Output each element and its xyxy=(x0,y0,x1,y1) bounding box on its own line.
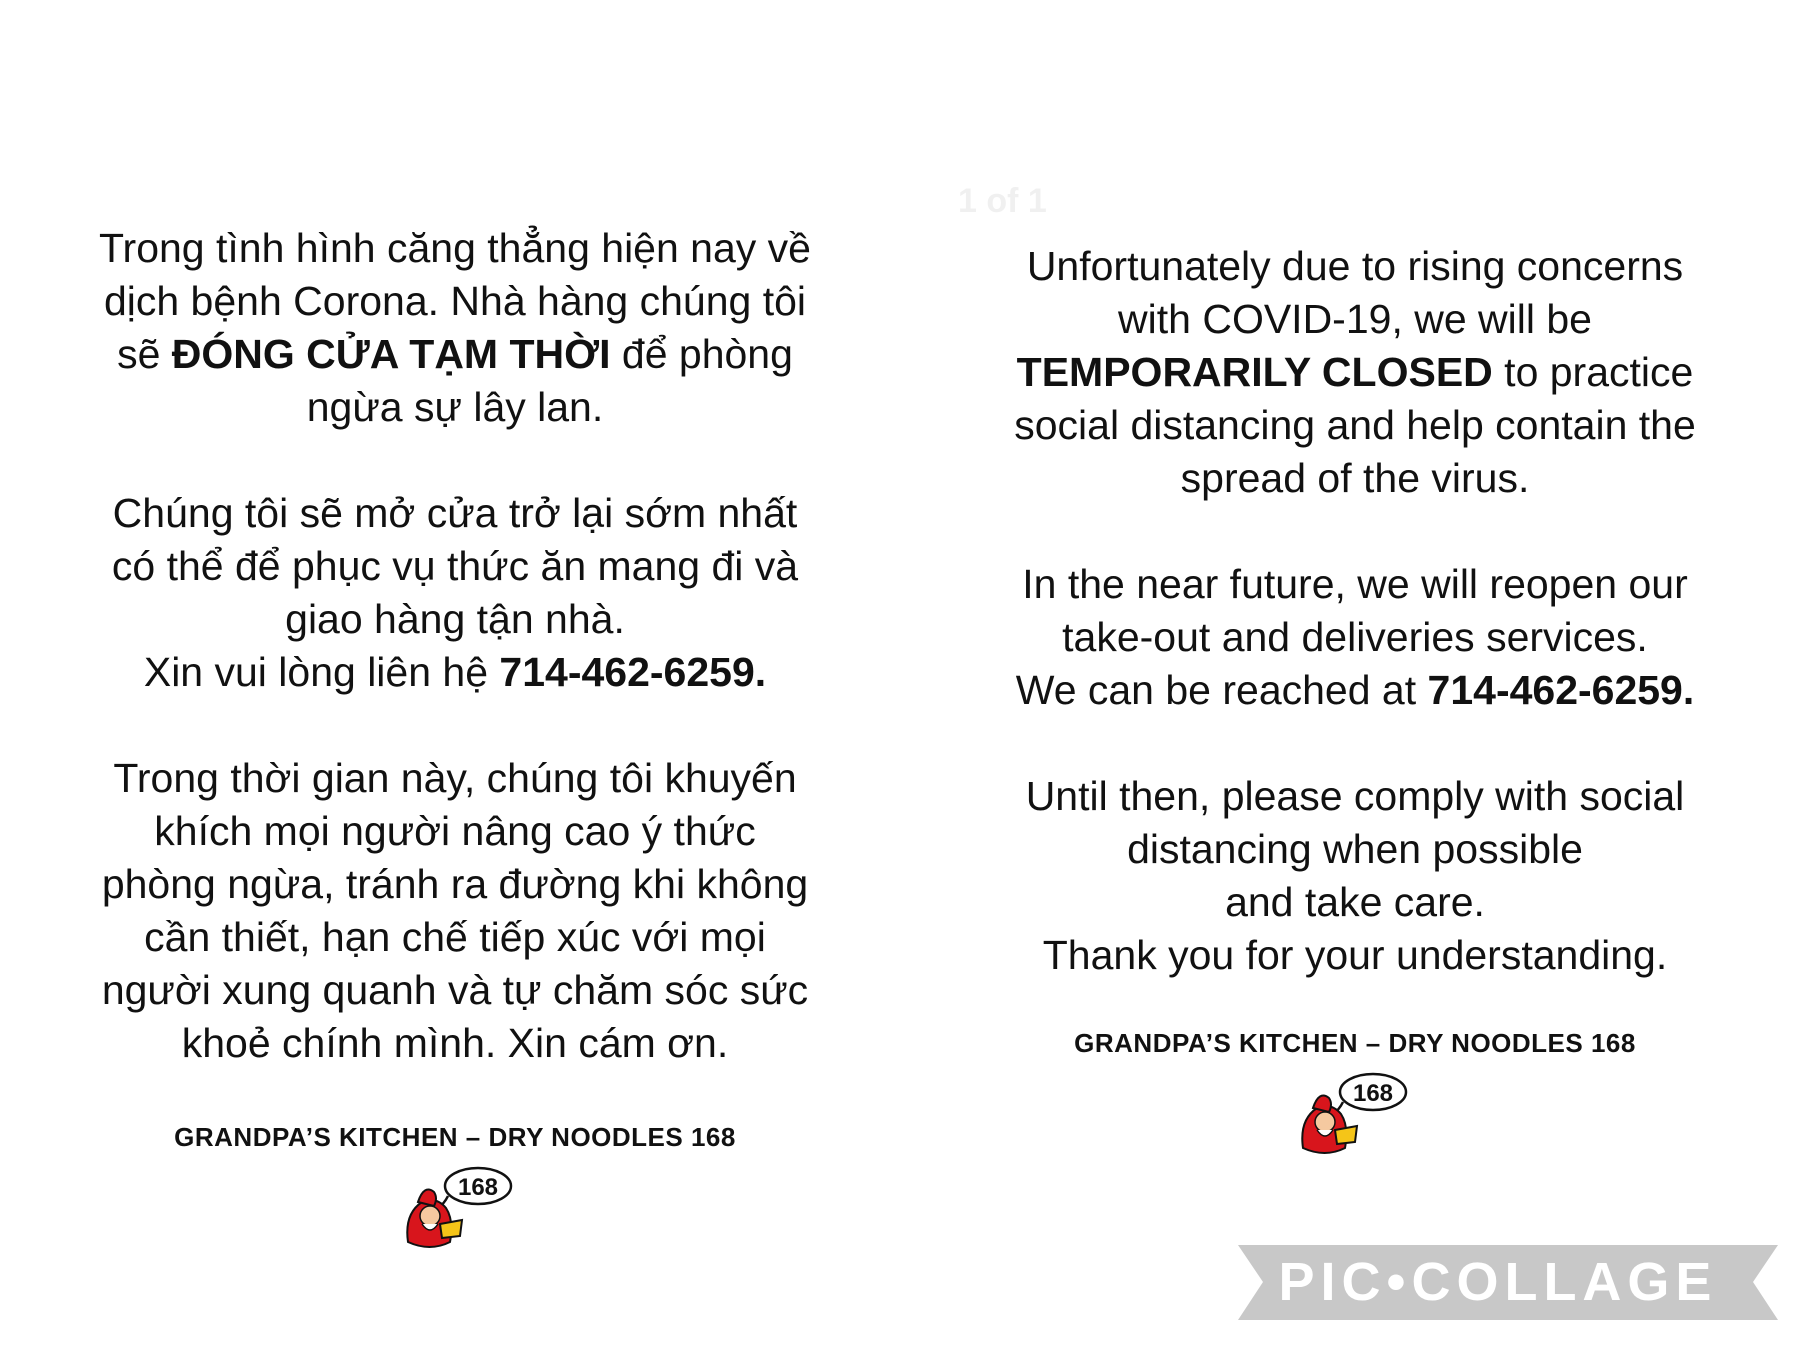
text-line: take-out and deliveries services. xyxy=(1062,614,1648,660)
text-line: Xin vui lòng liên hệ 714-462-6259. xyxy=(143,649,767,695)
brand-name: GRANDPA’S KITCHEN – DRY NOODLES 168 xyxy=(174,1122,736,1152)
text-line: We can be reached at 714-462-6259. xyxy=(1015,667,1695,713)
text-line: and take care. xyxy=(1225,879,1485,925)
text-line: In the near future, we will reopen our xyxy=(1022,561,1688,607)
text-line: khoẻ chính mình. Xin cám ơn. xyxy=(181,1020,729,1066)
grandpa-mascot-logo xyxy=(400,1162,520,1252)
text-line: phòng ngừa, tránh ra đường khi không xyxy=(101,861,809,907)
watermark-text: PIC•COLLAGE xyxy=(1278,1252,1718,1312)
grandpa-mascot-logo xyxy=(1295,1068,1415,1158)
text-line: ngừa sự lây lan. xyxy=(306,384,604,430)
vietnamese-reopen-paragraph xyxy=(40,487,870,699)
phone-number: 714-462-6259. xyxy=(1427,667,1695,713)
text-line: khích mọi người nâng cao ý thức xyxy=(154,808,756,854)
logo-number: 168 xyxy=(1352,1080,1394,1107)
text-line: TEMPORARILY CLOSED to practice xyxy=(1016,349,1694,395)
text-line: Thank you for your understanding. xyxy=(1042,932,1668,978)
text-line: Unfortunately due to rising concerns xyxy=(1026,243,1684,289)
closure-emphasis: TEMPORARILY CLOSED xyxy=(1016,349,1493,395)
vietnamese-notice xyxy=(40,222,870,1070)
text-line: Trong thời gian này, chúng tôi khuyến xyxy=(113,755,797,801)
english-notice xyxy=(955,240,1755,982)
english-advice-paragraph xyxy=(955,770,1755,982)
page-indicator: 1 of 1 xyxy=(958,182,1047,220)
phone-number: 714-462-6259. xyxy=(499,649,767,695)
brand-name: GRANDPA’S KITCHEN – DRY NOODLES 168 xyxy=(1074,1028,1636,1058)
text-line: dịch bệnh Corona. Nhà hàng chúng tôi xyxy=(103,278,807,324)
text-line: social distancing and help contain the xyxy=(1014,402,1696,448)
english-reopen-paragraph xyxy=(955,558,1755,717)
text-line: có thể để phục vụ thức ăn mang đi và xyxy=(111,543,799,589)
closure-emphasis: ĐÓNG CỬA TẠM THỜI xyxy=(171,331,611,377)
english-closure-paragraph xyxy=(955,240,1755,505)
text-line: người xung quanh và tự chăm sóc sức xyxy=(101,967,809,1013)
text-line: Chúng tôi sẽ mở cửa trở lại sớm nhất xyxy=(112,490,798,536)
vietnamese-closure-paragraph xyxy=(40,222,870,434)
text-line: cần thiết, hạn chế tiếp xúc với mọi xyxy=(144,914,766,960)
text-line: spread of the virus. xyxy=(1180,455,1530,501)
text-line: sẽ ĐÓNG CỬA TẠM THỜI để phòng xyxy=(117,331,793,377)
text-line: with COVID-19, we will be xyxy=(1118,296,1592,342)
text-line: giao hàng tận nhà. xyxy=(285,596,625,642)
vietnamese-advice-paragraph xyxy=(40,752,870,1070)
logo-number: 168 xyxy=(457,1174,499,1201)
text-line: Trong tình hình căng thẳng hiện nay về xyxy=(99,225,811,271)
text-line: distancing when possible xyxy=(1127,826,1583,872)
text-line: Until then, please comply with social xyxy=(1025,773,1685,819)
